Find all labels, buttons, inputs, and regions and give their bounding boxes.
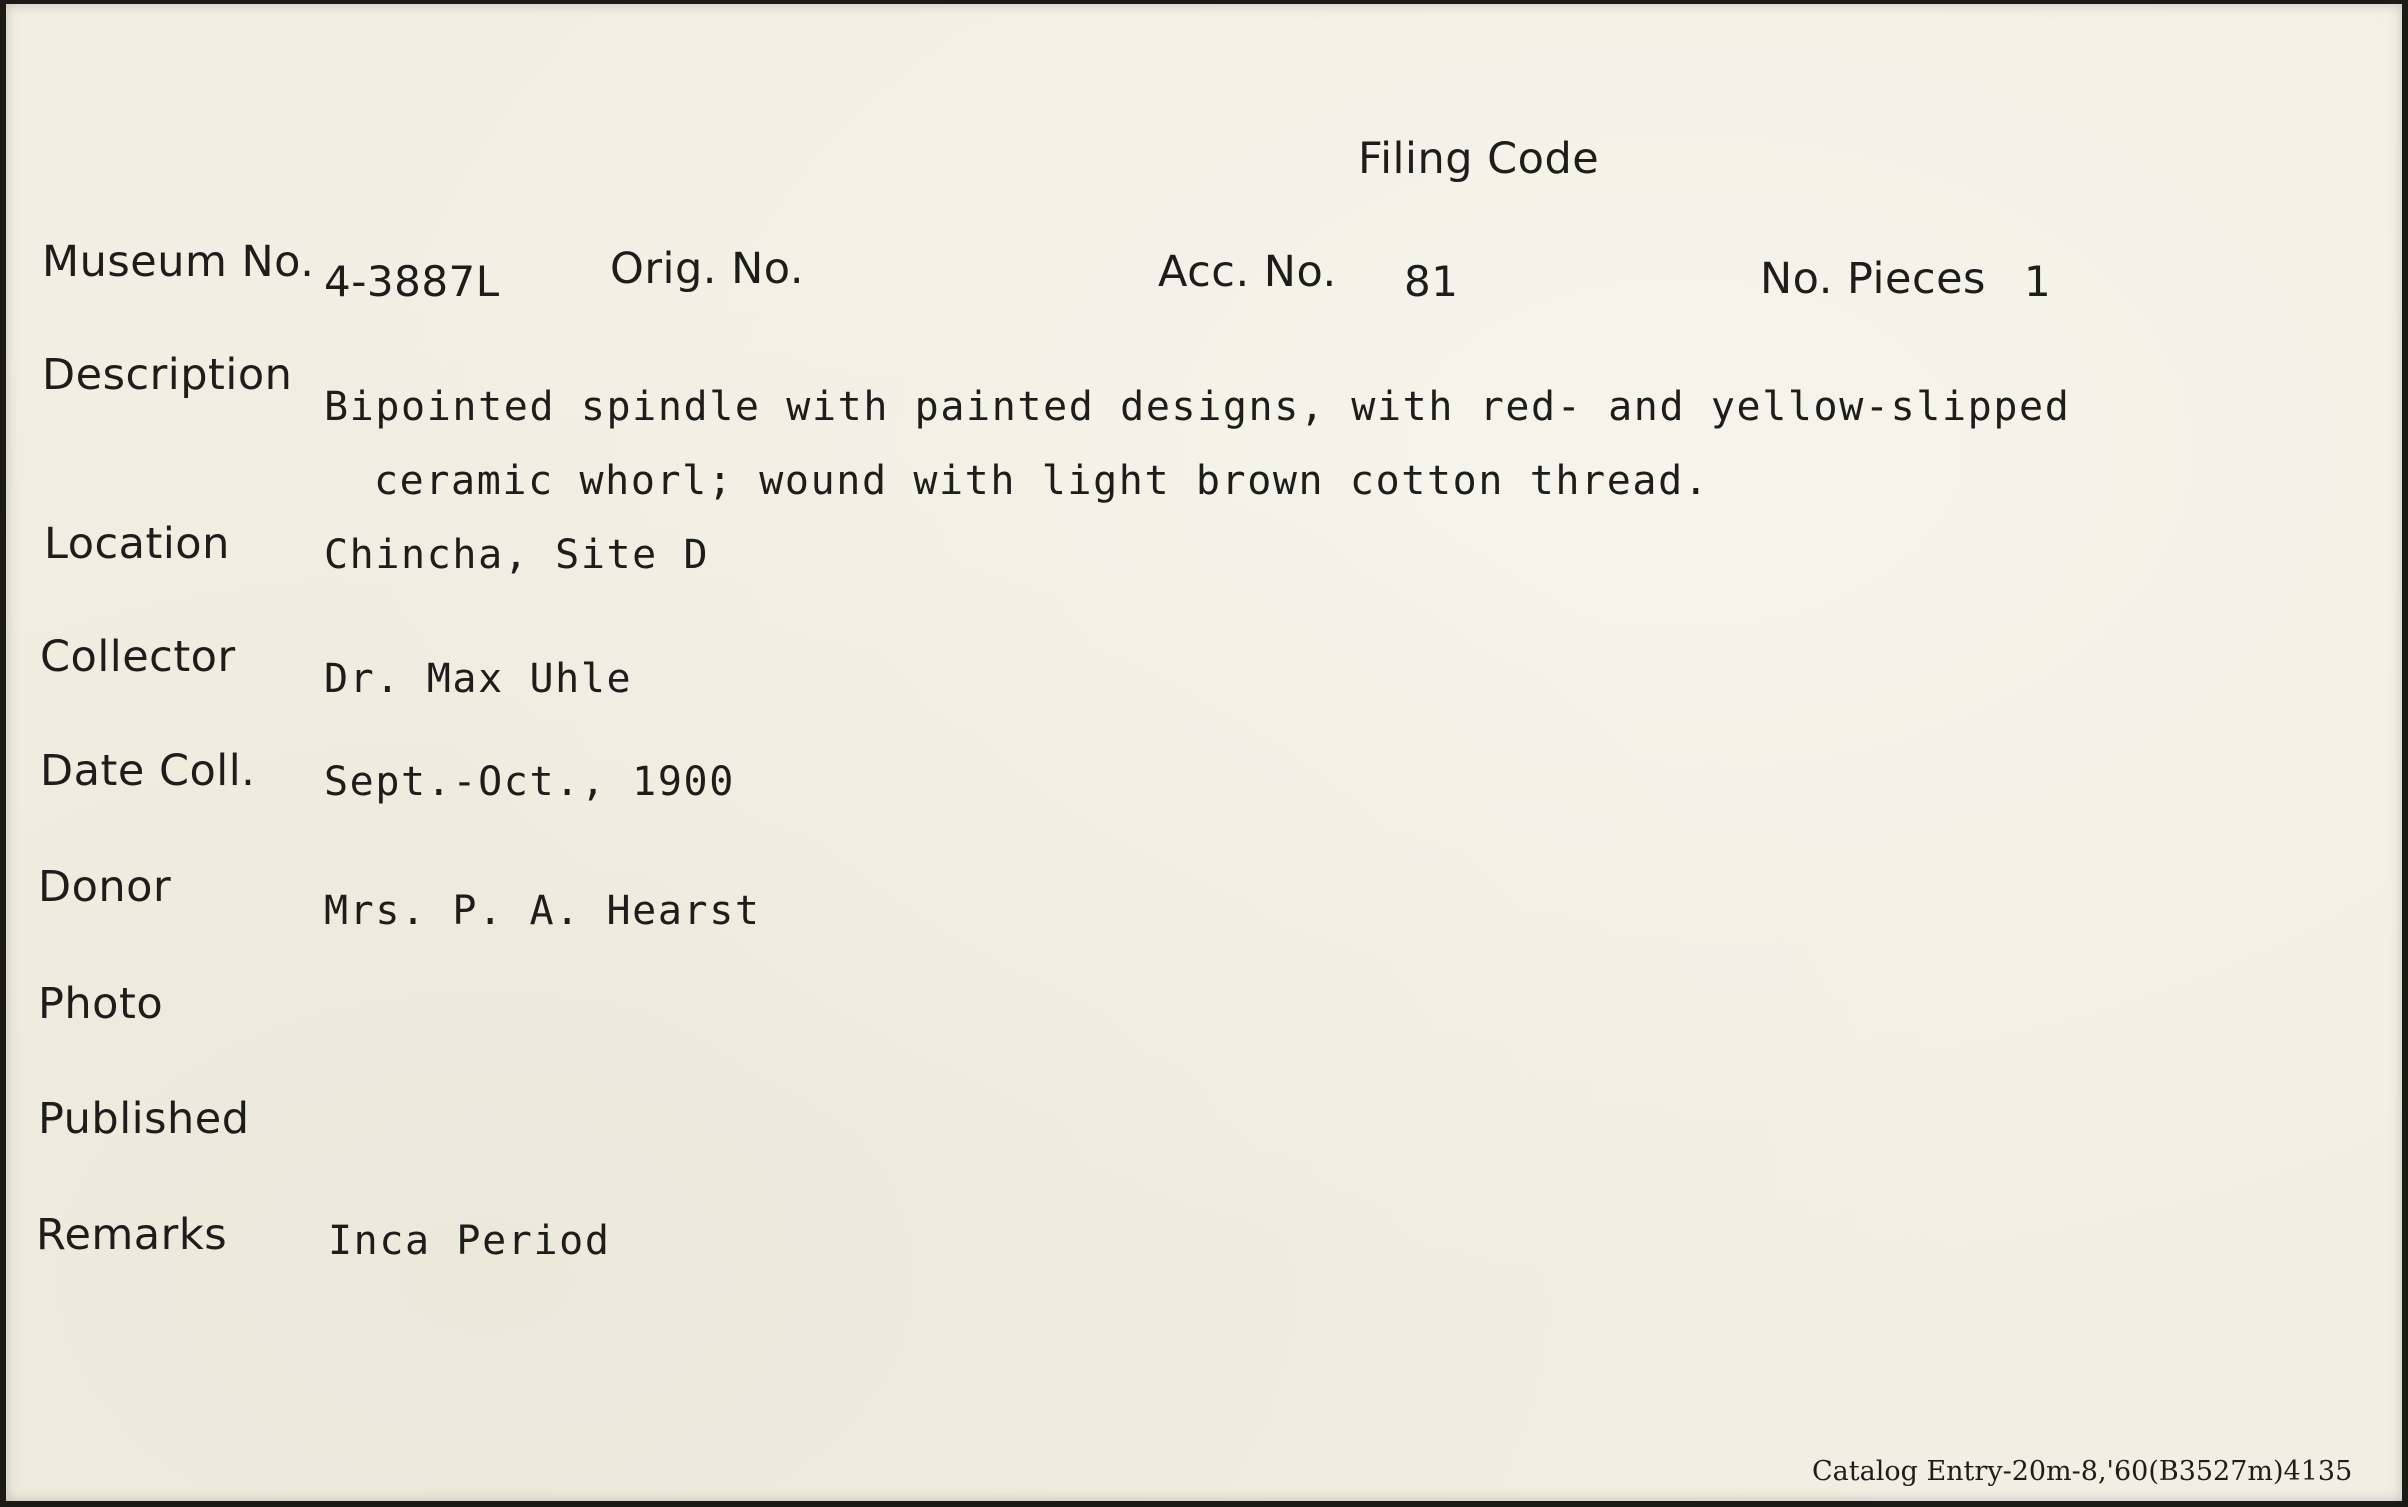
museum-no-value: 4-3887L (324, 257, 500, 306)
remarks-value: Inca Period (328, 1218, 611, 1264)
catalog-footer: Catalog Entry-20m-8,'60(B3527m)4135 (1812, 1456, 2353, 1487)
acc-no-value: 81 (1404, 257, 1459, 306)
description-line-2: ceramic whorl; wound with light brown cotton thread. (374, 458, 1710, 504)
location-label: Location (44, 519, 230, 569)
photo-label: Photo (38, 979, 164, 1029)
description-line-1: Bipointed spindle with painted designs, with red- and yellow-slipped (324, 384, 2071, 430)
no-pieces-label: No. Pieces (1760, 254, 1986, 304)
remarks-label: Remarks (36, 1210, 228, 1260)
no-pieces-value: 1 (2024, 257, 2052, 306)
collector-label: Collector (40, 632, 236, 682)
location-value: Chincha, Site D (324, 532, 710, 578)
date-coll-label: Date Coll. (40, 746, 256, 796)
collector-value: Dr. Max Uhle (324, 656, 633, 702)
donor-label: Donor (38, 862, 172, 912)
acc-no-label: Acc. No. (1158, 247, 1337, 297)
donor-value: Mrs. P. A. Hearst (324, 888, 761, 934)
date-coll-value: Sept.-Oct., 1900 (324, 759, 735, 805)
museum-no-label: Museum No. (42, 237, 315, 287)
filing-code-label: Filing Code (1358, 134, 1600, 184)
catalog-card (6, 4, 2402, 1501)
description-label: Description (42, 350, 293, 400)
orig-no-label: Orig. No. (610, 244, 804, 294)
published-label: Published (38, 1094, 250, 1144)
